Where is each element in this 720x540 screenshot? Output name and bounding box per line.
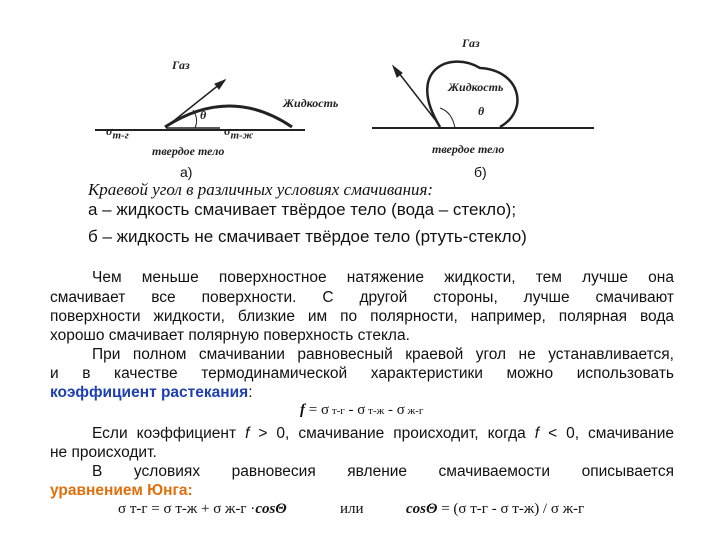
formula-spreading-coefficient	[300, 402, 423, 419]
label-gas-b: Газ	[462, 36, 480, 50]
young-right-cos: cosΘ	[406, 501, 438, 517]
para3-part-c: < 0, смачивание	[539, 425, 674, 442]
label-sigma-tzh-a	[224, 124, 253, 141]
para3-part-a: Если коэффициент	[92, 425, 246, 442]
wetting-angle-figure	[0, 0, 720, 180]
label-theta-a: θ	[200, 108, 207, 122]
sigma-1: σ	[320, 402, 330, 418]
sigma-tg-subscript: т-г	[112, 129, 129, 142]
para4-line2	[50, 481, 193, 501]
para2-line2: и в качестве термодинамической характеристики можно использовать	[50, 365, 674, 382]
para3-line2: не происходит.	[50, 444, 157, 461]
formula-young-right	[406, 501, 584, 518]
term-spreading-coefficient: коэффициент растекания	[50, 384, 249, 401]
formula-or: или	[340, 501, 364, 517]
eq-sign: =	[305, 402, 321, 418]
sigma-2-sub: т-ж	[365, 405, 385, 417]
sigma-tzh-subscript: т-ж	[230, 129, 254, 142]
term-spreading-suffix: :	[248, 384, 253, 401]
gas-arrow-b	[395, 68, 440, 126]
caption-line-a: а – жидкость смачивает твёрдое тело (вода – стекло);	[88, 200, 517, 219]
sigma-3-sub: ж-г	[404, 405, 424, 417]
caption-title: Краевой угол в различных условиях смачивания:	[88, 180, 434, 199]
para3-f2: f	[534, 425, 540, 442]
sigma-1-sub: т-г	[329, 405, 345, 417]
para3-line1	[92, 424, 674, 444]
young-left-cos: cosΘ	[255, 501, 287, 517]
minus-2: -	[384, 402, 397, 418]
sigma-2: σ	[357, 402, 366, 418]
para1-line4: хорошо смачивает полярную поверхность стекла.	[50, 327, 410, 344]
para3-part-b: > 0, смачивание происходит, когда	[249, 425, 535, 442]
f-symbol: f	[300, 402, 305, 418]
caption-line-b: б – жидкость не смачивает твёрдое тело (ртуть-стекло)	[88, 227, 527, 246]
young-left-expr: σ т-г = σ т-ж + σ ж-г ·	[118, 501, 256, 517]
para4-line1: В условиях равновесия явление смачиваемости описывается	[92, 463, 674, 480]
label-liquid-b: Жидкость	[448, 80, 504, 94]
para2-line1: При полном смачивании равновесный краевой угол не устанавливается,	[92, 346, 674, 363]
para2-line3	[50, 383, 253, 403]
young-right-expr: = (σ т-г - σ т-ж) / σ ж-г	[437, 501, 585, 517]
minus-1: -	[344, 402, 358, 418]
label-solid-a: твердое тело	[152, 144, 225, 158]
label-sigma-tg-a	[106, 124, 129, 141]
para1-line2: смачивает все поверхности. С другой стороны, лучше смачивают	[50, 289, 674, 306]
gas-arrow-a	[166, 80, 225, 127]
formula-young-left	[118, 501, 287, 518]
theta-arc-b	[440, 108, 455, 128]
para1-line3: поверхности жидкости, близкие им по полярности, например, полярная вода	[50, 308, 674, 325]
label-theta-b: θ	[478, 104, 485, 118]
term-young-equation: уравнением Юнга:	[50, 482, 193, 499]
para3-f1: f	[245, 425, 250, 442]
figure-label-a: а)	[180, 164, 193, 180]
para1-line1: Чем меньше поверхностное натяжение жидкости, тем лучше она	[92, 269, 674, 286]
figure-label-b: б)	[474, 164, 487, 180]
label-gas-a: Газ	[172, 58, 190, 72]
sigma-tzh-symbol: σ	[224, 124, 231, 138]
label-liquid-a: Жидкость	[283, 96, 339, 110]
sigma-3: σ	[396, 402, 405, 418]
label-solid-b: твердое тело	[432, 142, 505, 156]
sigma-tg-symbol: σ	[106, 124, 113, 138]
